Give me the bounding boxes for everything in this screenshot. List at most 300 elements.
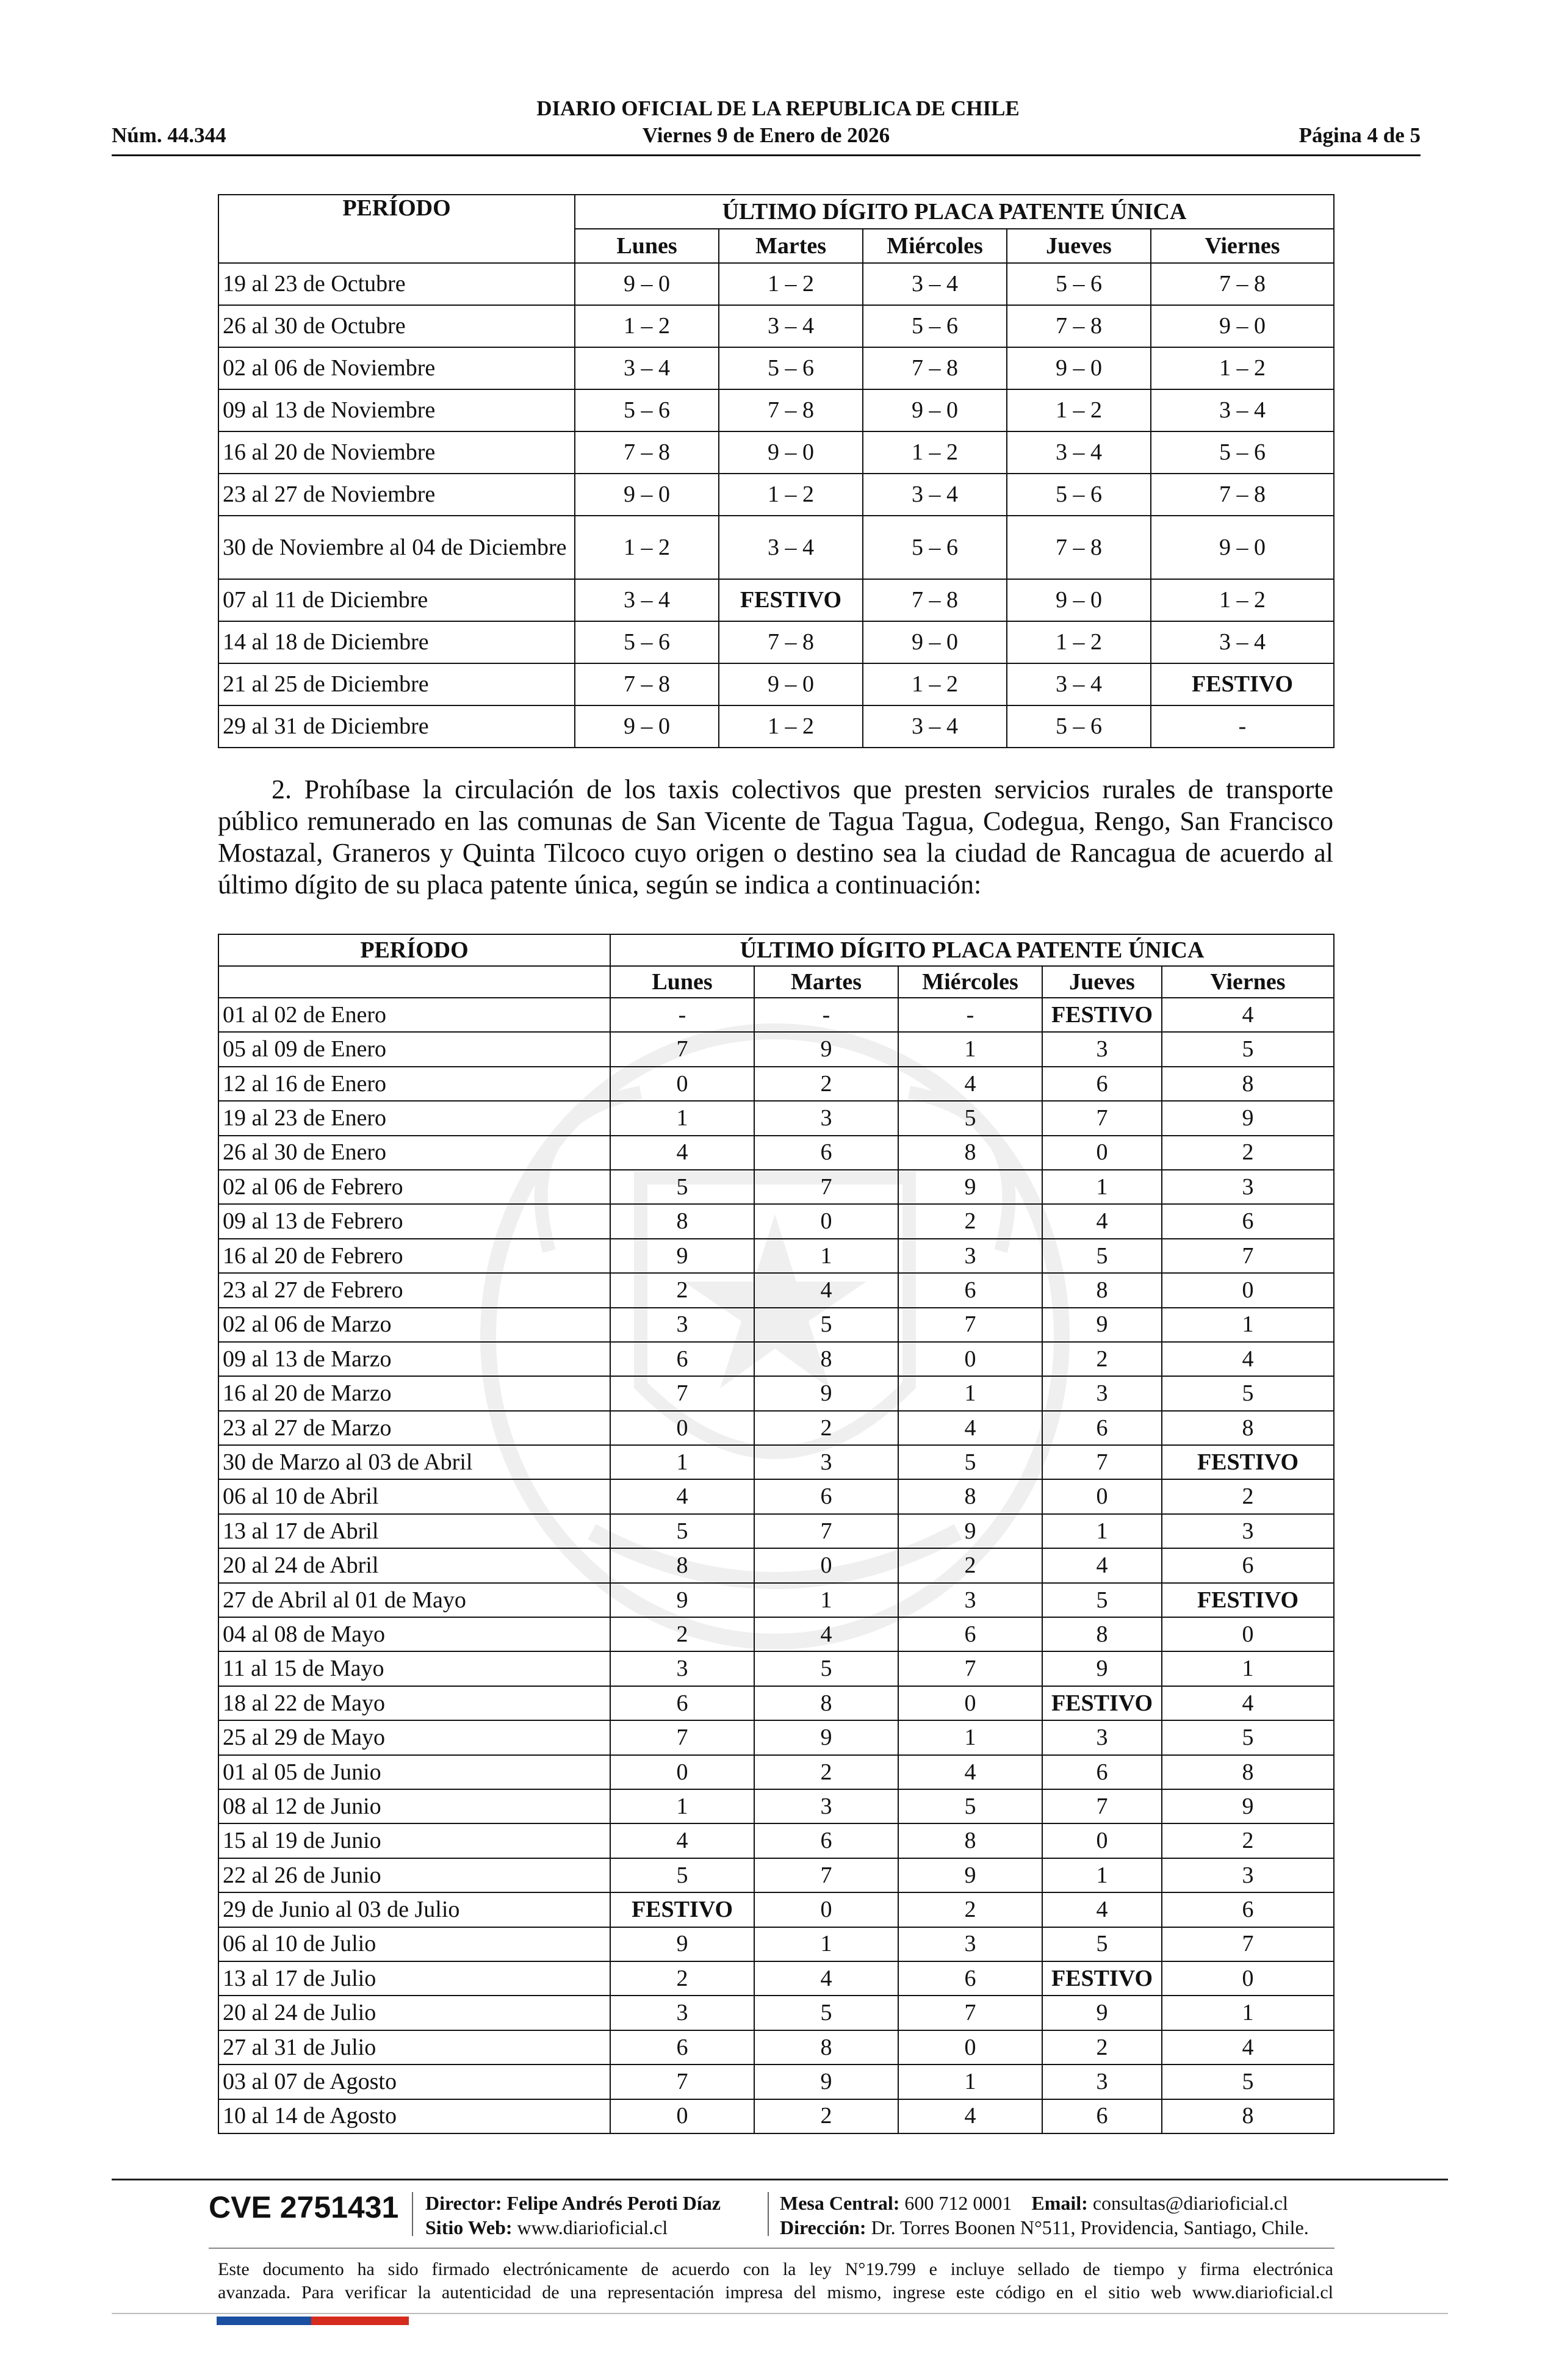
digit-cell: FESTIVO bbox=[1042, 1961, 1162, 1996]
table-row bbox=[218, 2099, 1334, 2133]
period-cell: 02 al 06 de Marzo bbox=[218, 1308, 610, 1342]
digit-cell: 0 bbox=[1162, 1273, 1334, 1307]
digit-cell: 3 – 4 bbox=[1151, 621, 1334, 663]
period-cell: 16 al 20 de Marzo bbox=[218, 1376, 610, 1410]
digit-cell: 7 bbox=[610, 1376, 754, 1410]
digit-cell: 3 bbox=[898, 1927, 1042, 1961]
digit-cell: 4 bbox=[610, 1479, 754, 1513]
period-cell: 29 al 31 de Diciembre bbox=[218, 705, 575, 748]
period-cell: 02 al 06 de Noviembre bbox=[218, 347, 575, 389]
digit-cell: 7 – 8 bbox=[1151, 263, 1334, 305]
digit-cell: FESTIVO bbox=[1042, 998, 1162, 1032]
digit-cell: 9 – 0 bbox=[863, 621, 1007, 663]
digit-cell: 5 – 6 bbox=[719, 347, 863, 389]
digit-cell: 2 bbox=[1042, 2030, 1162, 2064]
period-cell: 12 al 16 de Enero bbox=[218, 1067, 610, 1101]
digit-cell: 5 bbox=[1162, 1720, 1334, 1754]
table-row bbox=[218, 1892, 1334, 1927]
digit-cell: 5 – 6 bbox=[863, 305, 1007, 347]
digit-cell: 7 bbox=[1162, 1927, 1334, 1961]
footer-divider bbox=[112, 2179, 1448, 2180]
digit-cell: 3 – 4 bbox=[1007, 431, 1151, 474]
director-label: Director: bbox=[425, 2192, 502, 2214]
period-cell: 09 al 13 de Noviembre bbox=[218, 389, 575, 431]
digit-cell: 2 bbox=[610, 1617, 754, 1651]
digit-cell: 8 bbox=[610, 1204, 754, 1238]
digit-cell: 1 bbox=[754, 1583, 898, 1617]
digit-cell: 1 bbox=[1162, 1308, 1334, 1342]
digit-cell: 9 – 0 bbox=[575, 705, 719, 748]
digit-cell: 7 bbox=[610, 1032, 754, 1066]
digit-cell: 5 bbox=[1042, 1239, 1162, 1273]
table-row bbox=[218, 1239, 1334, 1273]
period-cell: 06 al 10 de Julio bbox=[218, 1927, 610, 1961]
digit-cell: 0 bbox=[610, 1067, 754, 1101]
digit-cell: 5 – 6 bbox=[575, 621, 719, 663]
digit-cell: 6 bbox=[1162, 1892, 1334, 1927]
digit-cell: 4 bbox=[1042, 1204, 1162, 1238]
table-row bbox=[218, 1411, 1334, 1445]
digit-cell: 0 bbox=[1162, 1961, 1334, 1996]
digit-cell: 6 bbox=[610, 2030, 754, 2064]
digit-cell: 2 bbox=[610, 1273, 754, 1307]
table-row bbox=[218, 1789, 1334, 1823]
digit-cell: 9 bbox=[1042, 1996, 1162, 2030]
digit-cell: 4 bbox=[1162, 1342, 1334, 1376]
digit-cell: 3 bbox=[898, 1239, 1042, 1273]
digit-cell: 8 bbox=[610, 1548, 754, 1582]
digit-cell: 9 bbox=[898, 1514, 1042, 1548]
digit-cell: 3 bbox=[1162, 1170, 1334, 1204]
digit-cell: 0 bbox=[754, 1892, 898, 1927]
digit-cell: 1 bbox=[898, 1032, 1042, 1066]
table-row bbox=[218, 1445, 1334, 1479]
col-day-header: Jueves bbox=[1042, 966, 1162, 998]
digit-cell: 5 bbox=[1162, 2064, 1334, 2099]
digit-cell: 1 bbox=[754, 1927, 898, 1961]
digit-cell: 1 – 2 bbox=[1151, 347, 1334, 389]
period-cell: 03 al 07 de Agosto bbox=[218, 2064, 610, 2099]
period-cell: 18 al 22 de Mayo bbox=[218, 1686, 610, 1720]
digit-cell: 9 bbox=[754, 1720, 898, 1754]
period-cell: 21 al 25 de Diciembre bbox=[218, 663, 575, 705]
digit-cell: 8 bbox=[898, 1823, 1042, 1858]
digit-cell: 4 bbox=[1162, 1686, 1334, 1720]
digit-cell: 0 bbox=[898, 1686, 1042, 1720]
website-link[interactable]: www.diarioficial.cl bbox=[517, 2216, 668, 2238]
col-day-header: Miércoles bbox=[863, 229, 1007, 263]
digit-cell: 4 bbox=[1042, 1548, 1162, 1582]
digit-cell: 2 bbox=[898, 1548, 1042, 1582]
issue-number: Núm. 44.344 bbox=[112, 123, 226, 147]
digit-cell: 1 bbox=[898, 1720, 1042, 1754]
table-row bbox=[218, 1996, 1334, 2030]
digit-cell: 1 – 2 bbox=[575, 516, 719, 579]
digit-cell: 2 bbox=[898, 1204, 1042, 1238]
digit-cell: 7 bbox=[754, 1858, 898, 1892]
digit-cell: 2 bbox=[1162, 1136, 1334, 1170]
digit-cell: 4 bbox=[754, 1961, 898, 1996]
digit-cell: 9 bbox=[610, 1927, 754, 1961]
digit-cell: 8 bbox=[1042, 1617, 1162, 1651]
digit-cell: 6 bbox=[898, 1273, 1042, 1307]
digit-cell: 1 bbox=[1162, 1651, 1334, 1686]
digit-cell: - bbox=[898, 998, 1042, 1032]
period-cell: 26 al 30 de Octubre bbox=[218, 305, 575, 347]
digit-cell: 3 bbox=[1042, 1720, 1162, 1754]
digit-cell: 5 bbox=[898, 1445, 1042, 1479]
digit-cell: 6 bbox=[898, 1961, 1042, 1996]
digit-cell: 3 – 4 bbox=[719, 305, 863, 347]
period-cell: 20 al 24 de Julio bbox=[218, 1996, 610, 2030]
digit-cell: 0 bbox=[754, 1548, 898, 1582]
table-row bbox=[218, 1720, 1334, 1754]
table-row bbox=[218, 1961, 1334, 1996]
period-cell: 25 al 29 de Mayo bbox=[218, 1720, 610, 1754]
digit-cell: 9 – 0 bbox=[575, 474, 719, 516]
digit-cell: 1 – 2 bbox=[719, 263, 863, 305]
digit-cell: 2 bbox=[754, 1411, 898, 1445]
period-cell: 22 al 26 de Junio bbox=[218, 1858, 610, 1892]
digit-cell: 8 bbox=[1162, 1411, 1334, 1445]
digit-cell: 3 – 4 bbox=[863, 474, 1007, 516]
digit-cell: 7 bbox=[898, 1651, 1042, 1686]
digit-cell: 3 bbox=[754, 1789, 898, 1823]
digit-cell: 9 – 0 bbox=[1007, 347, 1151, 389]
mesa-label: Mesa Central: bbox=[780, 2192, 900, 2214]
digit-cell: 0 bbox=[610, 2099, 754, 2133]
digit-cell: 9 – 0 bbox=[719, 663, 863, 705]
table-row bbox=[218, 1858, 1334, 1892]
digit-cell: 8 bbox=[1042, 1273, 1162, 1307]
footer-separator bbox=[768, 2192, 769, 2236]
digit-cell: 1 bbox=[1042, 1514, 1162, 1548]
digit-cell: 0 bbox=[754, 1204, 898, 1238]
col-day-header: Viernes bbox=[1151, 229, 1334, 263]
digit-cell: 5 bbox=[754, 1651, 898, 1686]
col-day-header: Lunes bbox=[575, 229, 719, 263]
period-cell: 20 al 24 de Abril bbox=[218, 1548, 610, 1582]
mesa-phone: 600 712 0001 bbox=[904, 2192, 1012, 2214]
digit-cell: 7 bbox=[898, 1996, 1042, 2030]
digit-cell: 2 bbox=[1042, 1342, 1162, 1376]
digit-cell: 0 bbox=[610, 1411, 754, 1445]
cve-code: CVE 2751431 bbox=[209, 2190, 399, 2224]
digit-cell: 1 – 2 bbox=[863, 663, 1007, 705]
digit-cell: 3 bbox=[1042, 1376, 1162, 1410]
digit-cell: 3 – 4 bbox=[1151, 389, 1334, 431]
table-row bbox=[218, 263, 1334, 305]
period-cell: 05 al 09 de Enero bbox=[218, 1032, 610, 1066]
table-row bbox=[218, 1308, 1334, 1342]
table-row bbox=[218, 347, 1334, 389]
col-day-header: Miércoles bbox=[898, 966, 1042, 998]
digit-cell: FESTIVO bbox=[1042, 1686, 1162, 1720]
digit-cell: 7 – 8 bbox=[863, 347, 1007, 389]
address-value: Dr. Torres Boonen N°511, Providencia, Santiago, Chile. bbox=[871, 2216, 1309, 2238]
digit-cell: 6 bbox=[1042, 2099, 1162, 2133]
digit-cell: 7 – 8 bbox=[719, 389, 863, 431]
website-label: Sitio Web: bbox=[425, 2216, 513, 2238]
digit-cell: 6 bbox=[1162, 1204, 1334, 1238]
digit-cell: 0 bbox=[1042, 1823, 1162, 1858]
digit-cell: 2 bbox=[1162, 1479, 1334, 1513]
digit-cell: 0 bbox=[1162, 1617, 1334, 1651]
digit-cell: 4 bbox=[1162, 998, 1334, 1032]
digit-cell: 7 bbox=[1042, 1101, 1162, 1135]
digit-cell: 8 bbox=[1162, 1755, 1334, 1789]
digit-cell: 7 – 8 bbox=[1151, 474, 1334, 516]
digit-cell: 9 bbox=[610, 1583, 754, 1617]
period-cell: 23 al 27 de Marzo bbox=[218, 1411, 610, 1445]
digit-cell: 8 bbox=[754, 1342, 898, 1376]
table-row bbox=[218, 1136, 1334, 1170]
digit-cell: 1 – 2 bbox=[1007, 389, 1151, 431]
digit-cell: 8 bbox=[898, 1479, 1042, 1513]
schedule-table-1 bbox=[218, 194, 1334, 748]
table-row bbox=[218, 1032, 1334, 1066]
table-row bbox=[218, 1686, 1334, 1720]
digit-cell: 9 bbox=[610, 1239, 754, 1273]
digit-cell: 7 bbox=[1162, 1239, 1334, 1273]
digit-cell: 6 bbox=[898, 1617, 1042, 1651]
digit-cell: 5 bbox=[1162, 1032, 1334, 1066]
digit-cell: 9 bbox=[1162, 1789, 1334, 1823]
digit-cell: 7 bbox=[610, 1720, 754, 1754]
footer-contact-block bbox=[780, 2191, 1309, 2240]
digit-cell: FESTIVO bbox=[719, 579, 863, 621]
digit-cell: 0 bbox=[1042, 1136, 1162, 1170]
period-cell: 30 de Marzo al 03 de Abril bbox=[218, 1445, 610, 1479]
digit-cell: 5 – 6 bbox=[1007, 705, 1151, 748]
digit-cell: 5 bbox=[754, 1996, 898, 2030]
digit-cell: 6 bbox=[610, 1686, 754, 1720]
digit-cell: 3 bbox=[610, 1996, 754, 2030]
legal-line: Este documento ha sido firmado electrónicamente de acuerdo con la ley N°19.799 e incluye sellado de tiempo y firma electrónica bbox=[218, 2259, 1333, 2279]
digit-cell: 6 bbox=[754, 1479, 898, 1513]
table-row bbox=[218, 2030, 1334, 2064]
director-name: Felipe Andrés Peroti Díaz bbox=[506, 2192, 721, 2214]
period-cell: 27 al 31 de Julio bbox=[218, 2030, 610, 2064]
digit-cell: - bbox=[754, 998, 898, 1032]
schedule-table-2 bbox=[218, 934, 1334, 2134]
col-day-header: Viernes bbox=[1162, 966, 1334, 998]
digit-cell: 5 bbox=[898, 1789, 1042, 1823]
digit-cell: 1 bbox=[898, 2064, 1042, 2099]
table-row bbox=[218, 1548, 1334, 1582]
table-row bbox=[218, 474, 1334, 516]
digit-cell: 7 – 8 bbox=[719, 621, 863, 663]
period-cell: 15 al 19 de Junio bbox=[218, 1823, 610, 1858]
digit-cell: 4 bbox=[898, 1411, 1042, 1445]
digit-cell: 8 bbox=[1162, 2099, 1334, 2133]
digit-cell: 7 – 8 bbox=[575, 431, 719, 474]
period-cell: 08 al 12 de Junio bbox=[218, 1789, 610, 1823]
digit-cell: 9 – 0 bbox=[1151, 305, 1334, 347]
digit-cell: 4 bbox=[1162, 2030, 1334, 2064]
email-link[interactable]: consultas@diarioficial.cl bbox=[1092, 2192, 1288, 2214]
digit-cell: FESTIVO bbox=[1162, 1445, 1334, 1479]
digit-cell: 9 – 0 bbox=[575, 263, 719, 305]
digit-cell: 9 bbox=[1162, 1101, 1334, 1135]
digit-cell: 0 bbox=[1042, 1479, 1162, 1513]
digit-cell: 1 bbox=[610, 1445, 754, 1479]
digit-cell: 5 bbox=[1042, 1927, 1162, 1961]
digit-cell: 4 bbox=[610, 1136, 754, 1170]
period-cell: 14 al 18 de Diciembre bbox=[218, 621, 575, 663]
digit-cell: FESTIVO bbox=[1151, 663, 1334, 705]
digit-cell: 4 bbox=[754, 1617, 898, 1651]
table-row bbox=[218, 389, 1334, 431]
digit-cell: 6 bbox=[1162, 1548, 1334, 1582]
table-row bbox=[218, 621, 1334, 663]
digit-cell: 5 bbox=[754, 1308, 898, 1342]
period-cell: 02 al 06 de Febrero bbox=[218, 1170, 610, 1204]
digit-cell: 1 – 2 bbox=[863, 431, 1007, 474]
period-cell: 09 al 13 de Febrero bbox=[218, 1204, 610, 1238]
digit-cell: 4 bbox=[1042, 1892, 1162, 1927]
digit-cell: 1 – 2 bbox=[575, 305, 719, 347]
table-row bbox=[218, 1204, 1334, 1238]
digit-cell: 6 bbox=[1042, 1411, 1162, 1445]
digit-cell: 7 – 8 bbox=[575, 663, 719, 705]
header-divider bbox=[112, 154, 1421, 156]
digit-cell: 5 bbox=[898, 1101, 1042, 1135]
address-label: Dirección: bbox=[780, 2216, 866, 2238]
digit-cell: 3 bbox=[754, 1445, 898, 1479]
legal-line: avanzada. Para verificar la autenticidad de una representación impresa del mismo, ingrese este código en el sitio web www.diarioficial.cl bbox=[218, 2282, 1333, 2302]
period-cell: 09 al 13 de Marzo bbox=[218, 1342, 610, 1376]
header-row bbox=[112, 123, 1421, 150]
digit-cell: 3 bbox=[610, 1651, 754, 1686]
digit-cell: 6 bbox=[1042, 1067, 1162, 1101]
period-cell: 19 al 23 de Enero bbox=[218, 1101, 610, 1135]
digit-cell: 9 – 0 bbox=[1151, 516, 1334, 579]
digit-cell: 4 bbox=[610, 1823, 754, 1858]
table-row bbox=[218, 516, 1334, 579]
table-row bbox=[218, 1376, 1334, 1410]
digit-cell: 2 bbox=[754, 1067, 898, 1101]
digit-cell: FESTIVO bbox=[1162, 1583, 1334, 1617]
digit-cell: 1 bbox=[1042, 1170, 1162, 1204]
digit-cell: 5 bbox=[610, 1858, 754, 1892]
period-cell: 07 al 11 de Diciembre bbox=[218, 579, 575, 621]
paragraph-text: 2. Prohíbase la circulación de los taxis colectivos que presten servicios rurales de transporte público remunerado en las comunas de San Vicente de Tagua Tagua, Codegua, Rengo, San Francisco Mostazal, Graneros y Quinta Tilcoco cuyo origen o destino sea la ciudad de Rancagua de acuerdo al último dígito de su placa patente única, según se indica a continuación: bbox=[218, 774, 1333, 900]
table-row bbox=[218, 1755, 1334, 1789]
digit-cell: 7 – 8 bbox=[1007, 516, 1151, 579]
col-day-header: Martes bbox=[719, 229, 863, 263]
flag-bar-red bbox=[311, 2317, 409, 2325]
table-row bbox=[218, 998, 1334, 1032]
digit-cell: 1 – 2 bbox=[1151, 579, 1334, 621]
digit-cell: 9 bbox=[898, 1170, 1042, 1204]
digit-cell: 5 – 6 bbox=[863, 516, 1007, 579]
digit-cell: 7 bbox=[898, 1308, 1042, 1342]
digit-cell: 9 bbox=[754, 1032, 898, 1066]
digit-cell: - bbox=[610, 998, 754, 1032]
digit-cell: 5 – 6 bbox=[1151, 431, 1334, 474]
digit-cell: 3 bbox=[898, 1583, 1042, 1617]
table-row bbox=[218, 705, 1334, 748]
digit-cell: 5 – 6 bbox=[1007, 474, 1151, 516]
digit-cell: - bbox=[1151, 705, 1334, 748]
digit-cell: 0 bbox=[898, 2030, 1042, 2064]
digit-cell: 1 bbox=[754, 1239, 898, 1273]
digit-cell: 9 bbox=[1042, 1651, 1162, 1686]
digit-cell: 8 bbox=[1162, 1067, 1334, 1101]
period-cell: 19 al 23 de Octubre bbox=[218, 263, 575, 305]
digit-cell: 4 bbox=[898, 1067, 1042, 1101]
period-cell: 23 al 27 de Noviembre bbox=[218, 474, 575, 516]
table-row bbox=[218, 2064, 1334, 2099]
digit-cell: 6 bbox=[610, 1342, 754, 1376]
digit-cell: 7 bbox=[754, 1170, 898, 1204]
table-row bbox=[218, 1583, 1334, 1617]
digit-cell: 6 bbox=[754, 1823, 898, 1858]
digit-cell: 8 bbox=[754, 1686, 898, 1720]
period-cell: 01 al 05 de Junio bbox=[218, 1755, 610, 1789]
digit-cell: 7 bbox=[610, 2064, 754, 2099]
period-cell: 13 al 17 de Julio bbox=[218, 1961, 610, 1996]
digit-cell: 8 bbox=[898, 1136, 1042, 1170]
digit-cell: 3 – 4 bbox=[575, 347, 719, 389]
table-row bbox=[218, 1651, 1334, 1686]
email-label: Email: bbox=[1031, 2192, 1088, 2214]
col-group-header: ÚLTIMO DÍGITO PLACA PATENTE ÚNICA bbox=[575, 195, 1334, 229]
period-cell: 16 al 20 de Febrero bbox=[218, 1239, 610, 1273]
digit-cell: 5 bbox=[610, 1170, 754, 1204]
legal-notice bbox=[218, 2258, 1333, 2304]
col-period-header: PERÍODO bbox=[218, 195, 575, 263]
digit-cell: 5 bbox=[1042, 1583, 1162, 1617]
period-cell: 11 al 15 de Mayo bbox=[218, 1651, 610, 1686]
digit-cell: 2 bbox=[1162, 1823, 1334, 1858]
table-row bbox=[218, 1927, 1334, 1961]
digit-cell: 8 bbox=[754, 2030, 898, 2064]
digit-cell: 9 bbox=[1042, 1308, 1162, 1342]
table-row bbox=[218, 1067, 1334, 1101]
footer-director-block bbox=[425, 2191, 721, 2240]
digit-cell: 9 – 0 bbox=[863, 389, 1007, 431]
table-row bbox=[218, 579, 1334, 621]
table-row bbox=[218, 1101, 1334, 1135]
digit-cell: 3 – 4 bbox=[575, 579, 719, 621]
period-cell: 29 de Junio al 03 de Julio bbox=[218, 1892, 610, 1927]
period-cell: 06 al 10 de Abril bbox=[218, 1479, 610, 1513]
digit-cell: FESTIVO bbox=[610, 1892, 754, 1927]
digit-cell: 6 bbox=[1042, 1755, 1162, 1789]
digit-cell: 3 – 4 bbox=[863, 705, 1007, 748]
col-day-header: Jueves bbox=[1007, 229, 1151, 263]
digit-cell: 7 bbox=[754, 1514, 898, 1548]
digit-cell: 4 bbox=[898, 2099, 1042, 2133]
digit-cell: 3 bbox=[754, 1101, 898, 1135]
period-cell: 04 al 08 de Mayo bbox=[218, 1617, 610, 1651]
digit-cell: 3 bbox=[1162, 1514, 1334, 1548]
digit-cell: 0 bbox=[898, 1342, 1042, 1376]
col-period-header-spacer bbox=[218, 966, 610, 998]
table-row bbox=[218, 431, 1334, 474]
digit-cell: 1 bbox=[610, 1789, 754, 1823]
table-row bbox=[218, 1170, 1334, 1204]
footer-separator bbox=[412, 2192, 413, 2236]
digit-cell: 0 bbox=[610, 1755, 754, 1789]
digit-cell: 1 bbox=[898, 1376, 1042, 1410]
digit-cell: 7 – 8 bbox=[863, 579, 1007, 621]
digit-cell: 3 bbox=[610, 1308, 754, 1342]
digit-cell: 1 – 2 bbox=[719, 474, 863, 516]
col-group-header: ÚLTIMO DÍGITO PLACA PATENTE ÚNICA bbox=[610, 934, 1334, 966]
